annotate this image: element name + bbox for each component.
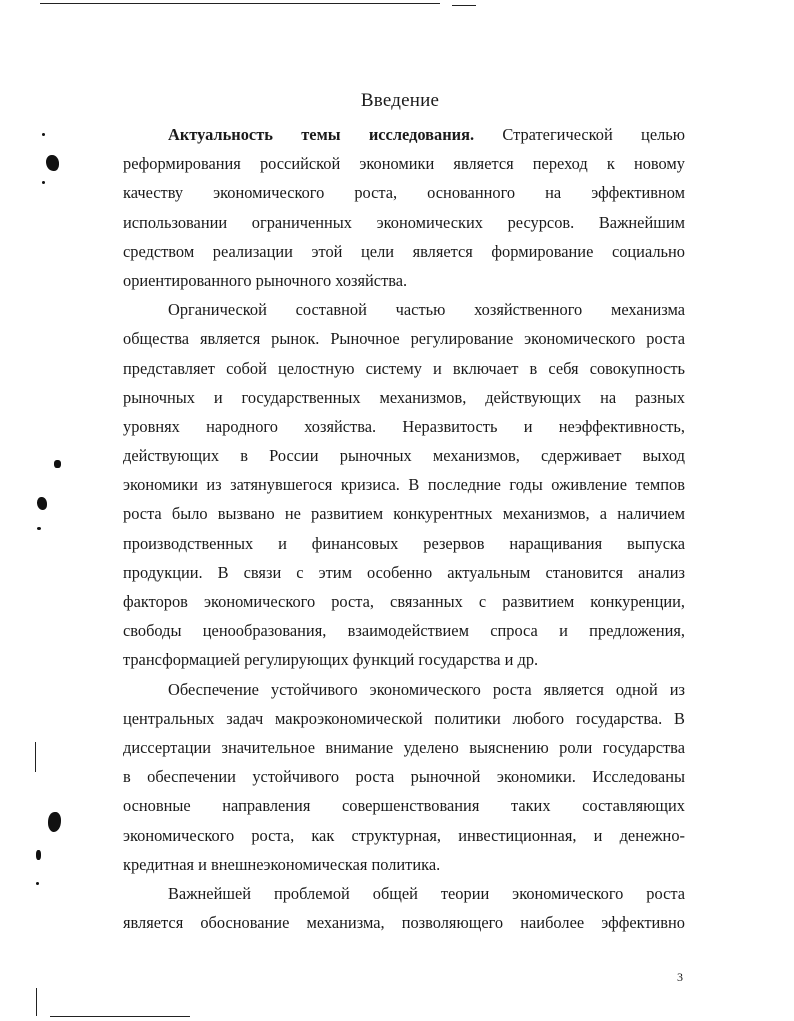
text-line: общества является рынок. Рыночное регулирование экономического роста (123, 329, 685, 349)
text-line: уровнях народного хозяйства. Неразвитость и неэффективность, (123, 416, 685, 436)
scan-edge-bottom (50, 1016, 190, 1017)
scan-edge-left-mark-lower (36, 988, 37, 1016)
text-line: основные направления совершенствования таких составляющих (123, 796, 685, 816)
text-line: трансформацией регулирующих функций государства и др. (123, 650, 539, 670)
text-line: реформирования российской экономики является переход к новому (123, 154, 685, 174)
text-line: Актуальность темы исследования. Стратегической целью (168, 125, 686, 144)
page-number: 3 (677, 970, 683, 984)
text-line: экономики из затянувшегося кризиса. В последние годы оживление темпов (123, 475, 685, 495)
scan-edge-top (40, 3, 440, 4)
bold-lead: Актуальность темы исследования. (168, 125, 475, 144)
text-line: Обеспечение устойчивого экономического роста является одной из (168, 679, 685, 699)
text-line: факторов экономического роста, связанных с развитием конкуренции, (123, 592, 685, 611)
text-line: производственных и финансовых резервов наращивания выпуска (123, 533, 685, 553)
text-line: центральных задач макроэкономической политики любого государства. В (123, 708, 685, 728)
text-line: использовании ограниченных экономических ресурсов. Важнейшим (123, 212, 685, 232)
scan-speck (36, 850, 41, 860)
scan-speck (48, 812, 61, 832)
text-line: Важнейшей проблемой общей теории экономического роста (168, 883, 685, 903)
scan-speck (37, 527, 41, 530)
body-text (123, 120, 685, 937)
text-line: является обоснование механизма, позволяющего наиболее эффективно (123, 913, 685, 933)
scan-speck (54, 460, 61, 468)
scan-speck (36, 882, 39, 885)
text-line: действующих в России рыночных механизмов, сдерживает выход (123, 446, 685, 466)
text-line: в обеспечении устойчивого роста рыночной экономики. Исследованы (123, 767, 685, 787)
text-line: диссертации значительное внимание уделено выяснению роли государства (123, 737, 685, 757)
text-line: представляет собой целостную систему и включает в себя совокупность (123, 358, 685, 378)
text-line: ориентированного рыночного хозяйства. (123, 270, 408, 290)
text-line: Органической составной частью хозяйственного механизма (168, 300, 685, 320)
scan-speck (37, 497, 47, 510)
scan-edge-left-mark (35, 742, 36, 772)
text-line: кредитная и внешнеэкономическая политика. (123, 854, 441, 874)
scan-speck (46, 155, 59, 171)
scan-speck (42, 133, 45, 136)
text-line: средством реализации этой цели является формирование социально (123, 241, 685, 261)
text-line: роста было вызвано не развитием конкурентных механизмов, а наличием (123, 504, 685, 524)
scan-speck (42, 181, 45, 184)
scan-edge-top-right (452, 5, 476, 6)
page-title: Введение (360, 90, 440, 111)
text-line: качеству экономического роста, основанного на эффективном (123, 183, 685, 203)
text-line: экономического роста, как структурная, инвестиционная, и денежно- (123, 825, 685, 845)
text-line: свободы ценообразования, взаимодействием спроса и предложения, (123, 621, 685, 641)
text-line: продукции. В связи с этим особенно актуальным становится анализ (123, 562, 685, 582)
text-line: рыночных и государственных механизмов, действующих на разных (123, 387, 685, 407)
